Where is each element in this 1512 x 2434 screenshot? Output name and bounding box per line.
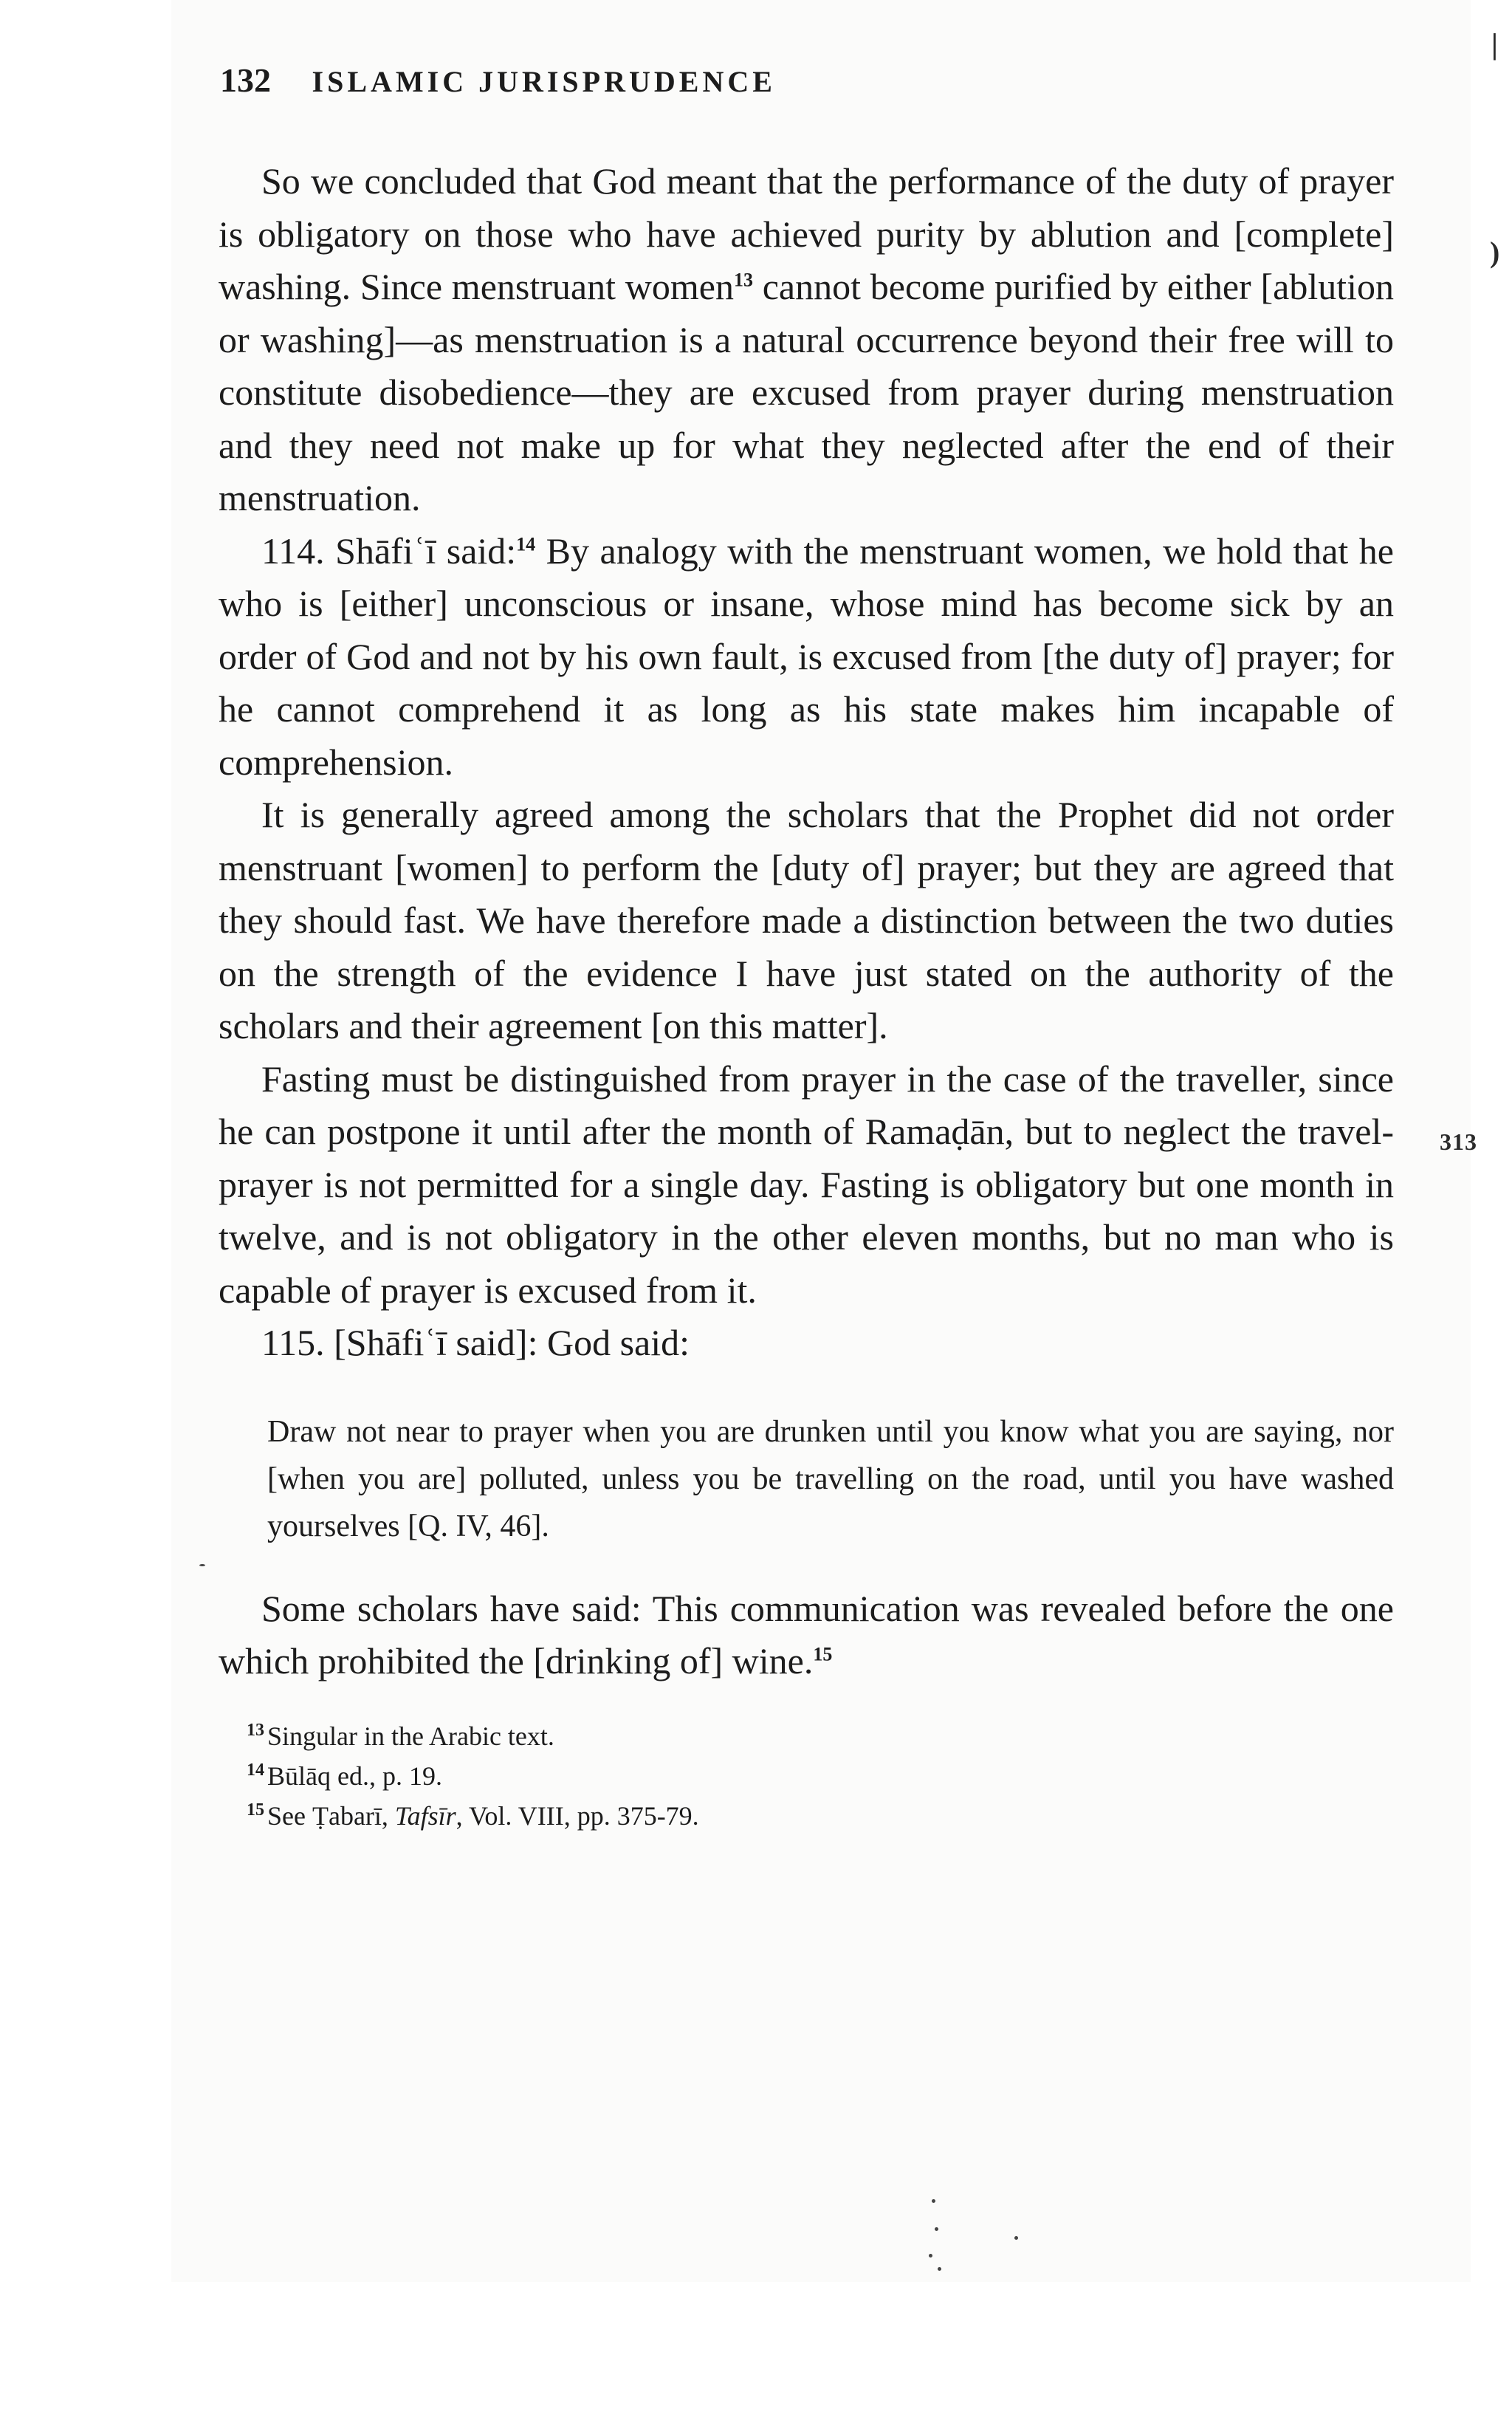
running-head — [220, 55, 1401, 106]
scan-speck — [935, 2227, 938, 2231]
block-quote: Draw not near to prayer when you are drunken until you know what you are saying, nor [when you are] polluted, unless you be travelling on the road, until you have washed yourselves [Q. IV, 46]. — [267, 1414, 1394, 1543]
paragraph-1-continued: cannot become purified by either [ablution or washing]—as menstruation is a natural occurrence beyond their free will to constitute disobedience—they are excused from prayer during menstruation and they need not make up for what they neglected after the end of their menstruation. — [219, 266, 1394, 518]
scan-speck — [1014, 2236, 1018, 2240]
scan-speck — [199, 1564, 205, 1566]
paragraph-revelation — [219, 1583, 1394, 1688]
paragraph-number-114: 114. — [261, 529, 325, 572]
footnote-italic-title: Tafsīr — [394, 1800, 456, 1831]
margin-reference-mark: 313 — [1440, 1128, 1477, 1155]
footnote-text: Būlāq ed., p. 19. — [267, 1761, 442, 1791]
footnote-15 — [247, 1796, 1394, 1836]
paragraph-scholars-agreement: It is generally agreed among the scholars that the Prophet did not order menstruant [women] to perform the [duty of] prayer; but they are agreed that they should fast. We have therefore made a distinction between the two duties on the strength of the evidence I have just stated on the authority of the scholars and their agreement [on this matter]. — [219, 794, 1394, 1046]
footnote-13 — [247, 1716, 1394, 1756]
paragraph-fasting: Fasting must be distinguished from prayer in the case of the traveller, since he can postpone it until after the month of Ramaḍān, but to neglect the travel-prayer is not permitted for a single day. Fasting is obligatory but one month in twelve, and is not obligatory in the other eleven months, but no man who is capable of prayer is excused from it. — [219, 1057, 1394, 1311]
footnote-text: Singular in the Arabic text. — [267, 1721, 554, 1751]
scan-speck — [932, 2199, 935, 2203]
footnote-ref-14: 14 — [516, 532, 536, 555]
scan-speck — [938, 2267, 941, 2271]
paragraph-115-text: [Shāfiʿī said]: God said: — [324, 1322, 690, 1363]
running-title: ISLAMIC JURISPRUDENCE — [312, 65, 776, 98]
paragraph-1-text: So we concluded that God meant that the performance of the duty of prayer is obligatory on those who have achieved purity by ablution and [complete] washing. Since menstruant women — [219, 160, 1394, 307]
footnote-number: 15 — [247, 1800, 264, 1820]
footnote-number: 14 — [247, 1760, 264, 1780]
footnote-number: 13 — [247, 1720, 264, 1740]
paragraph-revelation-text: Some scholars have said: This communication was revealed before the one which prohibited the [drinking of] wine. — [219, 1587, 1394, 1681]
margin-mark-paren: ) — [1490, 236, 1500, 269]
paragraph-number-115: 115. — [261, 1322, 325, 1363]
footnote-text-pre: See Ṭabarī, — [267, 1800, 395, 1831]
paragraph-114 — [219, 525, 1394, 789]
scan-speck — [929, 2254, 932, 2258]
footnote-14 — [247, 1756, 1394, 1796]
footnote-ref-15: 15 — [813, 1643, 833, 1665]
footnote-ref-13: 13 — [733, 269, 753, 291]
paragraph-115 — [219, 1317, 1394, 1370]
paragraph-114-lead: Shāfiʿī said: — [324, 529, 517, 572]
paragraph-1 — [219, 155, 1394, 525]
margin-mark-top: | — [1491, 27, 1498, 61]
page-number: 132 — [220, 61, 271, 99]
footnotes — [247, 1716, 1394, 1836]
paragraph-114-text: By analogy with the menstruant women, we hold that he who is [either] unconscious or insane, whose mind has become sick by an order of God and not by his own fault, is excused from [the duty of] prayer; for he cannot comprehend it as long as his state makes him incapable of comprehension. — [219, 529, 1394, 783]
footnote-text-post: , Vol. VIII, pp. 375-79. — [456, 1800, 699, 1831]
body-text — [219, 155, 1394, 1836]
